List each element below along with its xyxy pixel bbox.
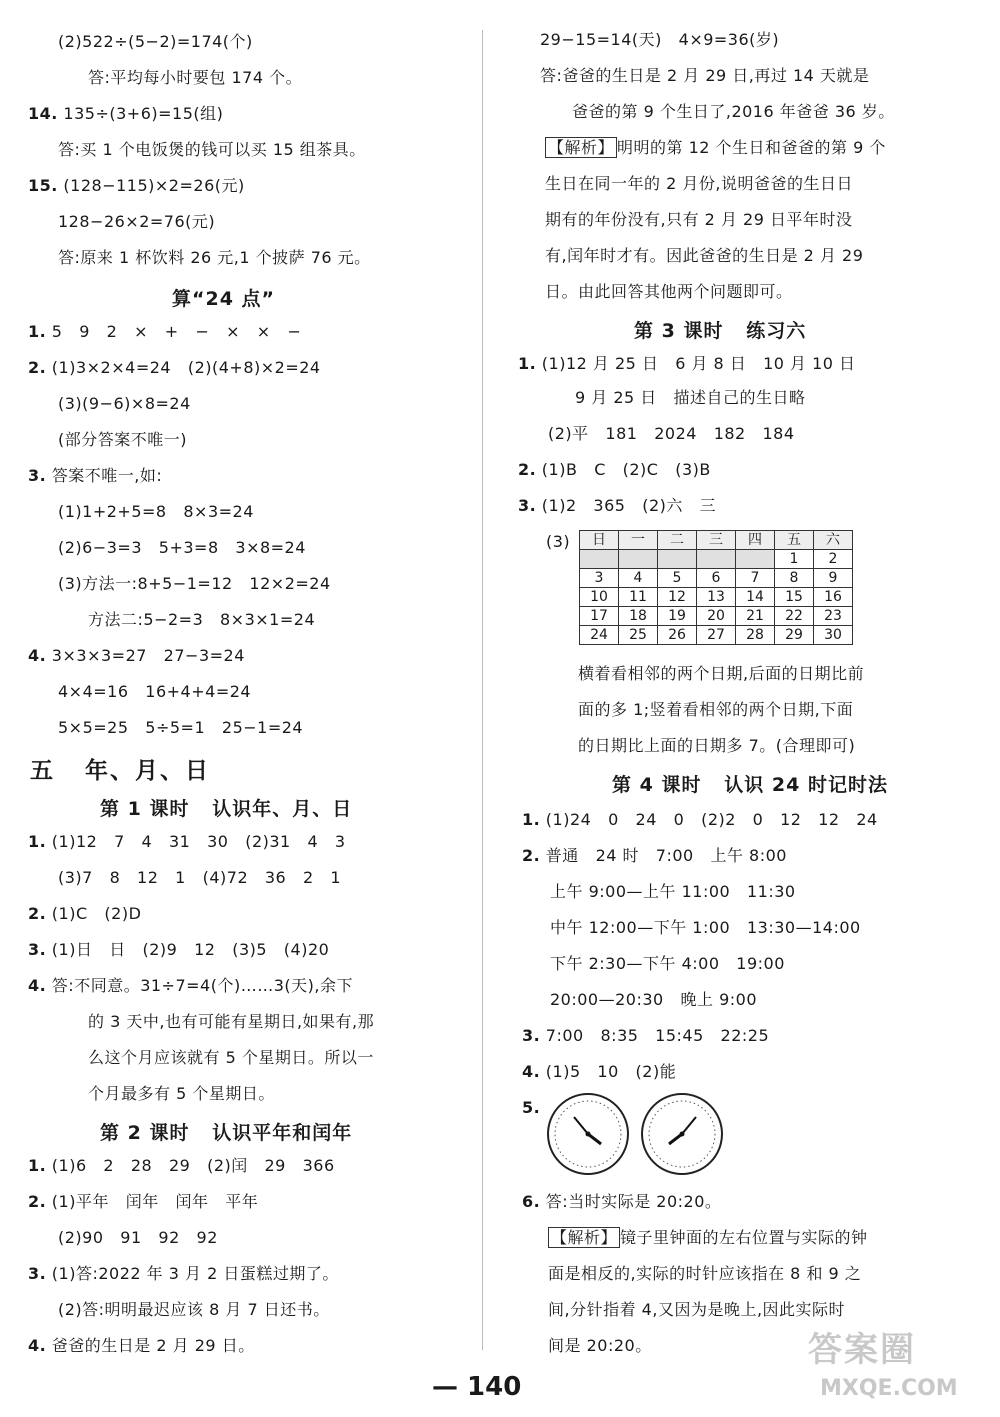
left-line: 方法二:5−2=3 8×3×1=24 bbox=[88, 610, 316, 629]
right-line: 间,分针指着 4,又因为是晚上,因此实际时 bbox=[548, 1300, 846, 1319]
calendar-cell: 29 bbox=[775, 626, 814, 645]
left-line: 的 3 天中,也有可能有星期日,如果有,那 bbox=[88, 1012, 375, 1031]
question-item bbox=[522, 1098, 540, 1118]
right-line: 的日期比上面的日期多 7。(合理即可) bbox=[578, 736, 856, 755]
question-number: 6. bbox=[522, 1192, 541, 1211]
left-line: (2)90 91 92 92 bbox=[58, 1228, 218, 1247]
left-line: 5×5=25 5÷5=1 25−1=24 bbox=[58, 718, 304, 737]
clock-answers bbox=[546, 1092, 726, 1178]
answer-text: (1)平年 闰年 闰年 平年 bbox=[46, 1192, 259, 1211]
clock-face-1 bbox=[548, 1094, 628, 1174]
calendar-cell bbox=[658, 550, 697, 569]
calendar-cell: 24 bbox=[580, 626, 619, 645]
calendar-cell: 14 bbox=[736, 588, 775, 607]
calendar-cell: 11 bbox=[619, 588, 658, 607]
calendar-cell bbox=[580, 550, 619, 569]
question-number: 2. bbox=[522, 846, 541, 865]
question-number: 1. bbox=[28, 322, 47, 341]
calendar-header-cell: 六 bbox=[814, 531, 853, 550]
calendar-cell: 3 bbox=[580, 569, 619, 588]
question-number: 5. bbox=[522, 1098, 541, 1117]
question-item bbox=[522, 846, 787, 866]
calendar-header-row bbox=[580, 531, 853, 550]
calendar-row bbox=[580, 626, 853, 645]
question-item bbox=[28, 1156, 335, 1176]
question-item bbox=[518, 354, 856, 374]
question-number: 3. bbox=[28, 940, 47, 959]
page-number: — 140 bbox=[432, 1372, 522, 1402]
answer-text: (1)C (2)D bbox=[46, 904, 142, 923]
analysis-text: 镜子里钟面的左右位置与实际的钟 bbox=[620, 1228, 868, 1247]
question-item bbox=[28, 322, 301, 342]
question-number: 1. bbox=[28, 832, 47, 851]
calendar-header-cell: 日 bbox=[580, 531, 619, 550]
chapter-title: 五 年、月、日 bbox=[30, 758, 211, 784]
analysis-line bbox=[545, 138, 886, 158]
question-item bbox=[518, 460, 711, 480]
calendar-cell: 13 bbox=[697, 588, 736, 607]
calendar-header-cell: 四 bbox=[736, 531, 775, 550]
right-line: 9 月 25 日 描述自己的生日略 bbox=[575, 388, 806, 407]
calendar-cell: 2 bbox=[814, 550, 853, 569]
left-line: (1)1+2+5=8 8×3=24 bbox=[58, 502, 254, 521]
calendar-row bbox=[580, 607, 853, 626]
calendar-row bbox=[580, 588, 853, 607]
column-divider bbox=[482, 30, 483, 1350]
question-number: 1. bbox=[28, 1156, 47, 1175]
calendar-cell bbox=[736, 550, 775, 569]
calendar-cell bbox=[619, 550, 658, 569]
section-heading: 算“24 点” bbox=[172, 288, 276, 310]
calendar-cell: 19 bbox=[658, 607, 697, 626]
analysis-text: 明明的第 12 个生日和爸爸的第 9 个 bbox=[617, 138, 886, 157]
answer-text: (1)5 10 (2)能 bbox=[540, 1062, 677, 1081]
right-line: 答:爸爸的生日是 2 月 29 日,再过 14 天就是 bbox=[540, 66, 870, 85]
calendar-table bbox=[579, 530, 853, 645]
calendar-cell: 25 bbox=[619, 626, 658, 645]
right-line: 横着看相邻的两个日期,后面的日期比前 bbox=[578, 664, 865, 683]
question-number: 3. bbox=[518, 496, 537, 515]
right-line: 中午 12:00—下午 1:00 13:30—14:00 bbox=[550, 918, 861, 937]
question-number: 15. bbox=[28, 176, 58, 195]
calendar-cell: 1 bbox=[775, 550, 814, 569]
analysis-tag: 【解析】 bbox=[548, 1227, 620, 1248]
question-number: 4. bbox=[522, 1062, 541, 1081]
question-number: 1. bbox=[522, 810, 541, 829]
question-item bbox=[28, 940, 329, 960]
calendar-cell: 30 bbox=[814, 626, 853, 645]
question-item bbox=[518, 496, 716, 516]
question-item bbox=[522, 1062, 676, 1082]
answer-text: (1)12 7 4 31 30 (2)31 4 3 bbox=[46, 832, 346, 851]
question-number: 4. bbox=[28, 1336, 47, 1355]
calendar-row bbox=[580, 550, 853, 569]
answer-text: (1)2 365 (2)六 三 bbox=[536, 496, 717, 515]
question-item bbox=[522, 810, 878, 830]
left-line: 答:原来 1 杯饮料 26 元,1 个披萨 76 元。 bbox=[58, 248, 371, 267]
calendar-cell: 27 bbox=[697, 626, 736, 645]
right-line: 面的多 1;竖着看相邻的两个日期,下面 bbox=[578, 700, 854, 719]
calendar-cell: 10 bbox=[580, 588, 619, 607]
right-line: 有,闰年时才有。因此爸爸的生日是 2 月 29 bbox=[545, 246, 864, 265]
calendar-cell: 21 bbox=[736, 607, 775, 626]
question-item bbox=[28, 104, 223, 124]
answer-text: 7:00 8:35 15:45 22:25 bbox=[540, 1026, 770, 1045]
answer-text: 答:不同意。31÷7=4(个)……3(天),余下 bbox=[46, 976, 353, 995]
answer-text: (1)答:2022 年 3 月 2 日蛋糕过期了。 bbox=[46, 1264, 339, 1283]
answer-text: (1)日 日 (2)9 12 (3)5 (4)20 bbox=[46, 940, 330, 959]
question-number: 14. bbox=[28, 104, 58, 123]
left-line: (部分答案不唯一) bbox=[58, 430, 187, 449]
lesson-heading: 第 1 课时 认识年、月、日 bbox=[100, 798, 353, 820]
calendar-cell: 20 bbox=[697, 607, 736, 626]
answer-text: (1)3×2×4=24 (2)(4+8)×2=24 bbox=[46, 358, 321, 377]
question-number: 3. bbox=[522, 1026, 541, 1045]
right-line: 下午 2:30—下午 4:00 19:00 bbox=[550, 954, 785, 973]
answer-text: 普通 24 时 7:00 上午 8:00 bbox=[540, 846, 787, 865]
question-item bbox=[28, 1336, 255, 1356]
calendar-cell: 6 bbox=[697, 569, 736, 588]
right-line: 生日在同一年的 2 月份,说明爸爸的生日日 bbox=[545, 174, 853, 193]
left-line: (2)答:明明最迟应该 8 月 7 日还书。 bbox=[58, 1300, 330, 1319]
calendar-cell: 26 bbox=[658, 626, 697, 645]
lesson-heading: 第 4 课时 认识 24 时记时法 bbox=[612, 774, 888, 796]
lesson-heading: 第 3 课时 练习六 bbox=[634, 320, 807, 342]
calendar-cell: 9 bbox=[814, 569, 853, 588]
question-item bbox=[28, 832, 346, 852]
calendar-cell: 22 bbox=[775, 607, 814, 626]
calendar-cell bbox=[697, 550, 736, 569]
left-line: 128−26×2=76(元) bbox=[58, 212, 216, 231]
right-line: 上午 9:00—上午 11:00 11:30 bbox=[550, 882, 796, 901]
analysis-tag: 【解析】 bbox=[545, 137, 617, 158]
calendar-cell: 5 bbox=[658, 569, 697, 588]
question-item bbox=[28, 976, 353, 996]
calendar-cell: 16 bbox=[814, 588, 853, 607]
calendar-cell: 28 bbox=[736, 626, 775, 645]
question-number: 2. bbox=[518, 460, 537, 479]
answer-text: 答案不唯一,如: bbox=[46, 466, 163, 485]
answer-text: 3×3×3=27 27−3=24 bbox=[46, 646, 245, 665]
left-line: (3)方法一:8+5−1=12 12×2=24 bbox=[58, 574, 331, 593]
answer-text: (128−115)×2=26(元) bbox=[57, 176, 245, 195]
answer-text: 爸爸的生日是 2 月 29 日。 bbox=[46, 1336, 255, 1355]
watermark-url: MXQE.COM bbox=[820, 1376, 958, 1401]
answer-text: 答:当时实际是 20:20。 bbox=[540, 1192, 722, 1211]
left-line: (2)6−3=3 5+3=8 3×8=24 bbox=[58, 538, 306, 557]
question-number: 1. bbox=[518, 354, 537, 373]
left-line: 个月最多有 5 个星期日。 bbox=[88, 1084, 275, 1103]
answer-text: (1)B C (2)C (3)B bbox=[536, 460, 711, 479]
question-number: 2. bbox=[28, 358, 47, 377]
right-line: 20:00—20:30 晚上 9:00 bbox=[550, 990, 757, 1009]
question-number: 3. bbox=[28, 466, 47, 485]
right-line: 期有的年份没有,只有 2 月 29 日平年时没 bbox=[545, 210, 853, 229]
calendar-cell: 23 bbox=[814, 607, 853, 626]
calendar-cell: 7 bbox=[736, 569, 775, 588]
answer-text: (1)6 2 28 29 (2)闰 29 366 bbox=[46, 1156, 335, 1175]
left-line: (2)522÷(5−2)=174(个) bbox=[58, 32, 253, 51]
left-line: (3)(9−6)×8=24 bbox=[58, 394, 191, 413]
left-line: 4×4=16 16+4+4=24 bbox=[58, 682, 252, 701]
question-number: 4. bbox=[28, 976, 47, 995]
right-line: 日。由此回答其他两个问题即可。 bbox=[545, 282, 793, 301]
answer-text: (1)24 0 24 0 (2)2 0 12 12 24 bbox=[540, 810, 878, 829]
analysis-line bbox=[548, 1228, 868, 1248]
calendar-cell: 17 bbox=[580, 607, 619, 626]
question-item bbox=[28, 466, 162, 486]
question-item bbox=[28, 358, 321, 378]
clock-face-2 bbox=[642, 1094, 722, 1174]
calendar-cell: 15 bbox=[775, 588, 814, 607]
calendar-header-cell: 一 bbox=[619, 531, 658, 550]
right-line: 面是相反的,实际的时针应该指在 8 和 9 之 bbox=[548, 1264, 862, 1283]
answer-text: (1)12 月 25 日 6 月 8 日 10 月 10 日 bbox=[536, 354, 856, 373]
answer-text: 135÷(3+6)=15(组) bbox=[57, 104, 224, 123]
answer-text: 5 9 2 × + − × × − bbox=[46, 322, 302, 341]
calendar-cell: 8 bbox=[775, 569, 814, 588]
calendar-cell: 18 bbox=[619, 607, 658, 626]
question-item bbox=[522, 1026, 769, 1046]
lesson-heading: 第 2 课时 认识平年和闰年 bbox=[100, 1122, 353, 1144]
question-number: 3. bbox=[28, 1264, 47, 1283]
calendar-row bbox=[580, 569, 853, 588]
left-line: 答:买 1 个电饭煲的钱可以买 15 组茶具。 bbox=[58, 140, 366, 159]
calendar-header-cell: 五 bbox=[775, 531, 814, 550]
watermark-logo: 答案圈 bbox=[808, 1330, 916, 1370]
question-item bbox=[28, 176, 245, 196]
question-item bbox=[28, 904, 141, 924]
question-number: 2. bbox=[28, 904, 47, 923]
calendar-header-cell: 三 bbox=[697, 531, 736, 550]
right-line: 爸爸的第 9 个生日了,2016 年爸爸 36 岁。 bbox=[572, 102, 895, 121]
question-item bbox=[28, 1192, 258, 1212]
calendar-cell: 4 bbox=[619, 569, 658, 588]
right-line: 29−15=14(天) 4×9=36(岁) bbox=[540, 30, 780, 49]
calendar-cell: 12 bbox=[658, 588, 697, 607]
question-item bbox=[522, 1192, 721, 1212]
question-item bbox=[28, 646, 245, 666]
question-item bbox=[28, 1264, 339, 1284]
left-line: 答:平均每小时要包 174 个。 bbox=[88, 68, 303, 87]
left-line: 么这个月应该就有 5 个星期日。所以一 bbox=[88, 1048, 374, 1067]
left-line: (3)7 8 12 1 (4)72 36 2 1 bbox=[58, 868, 342, 887]
calendar-header-cell: 二 bbox=[658, 531, 697, 550]
question-number: 2. bbox=[28, 1192, 47, 1211]
right-line: (2)平 181 2024 182 184 bbox=[548, 424, 795, 443]
right-line: (3) bbox=[546, 532, 571, 551]
right-line: 间是 20:20。 bbox=[548, 1336, 652, 1355]
question-number: 4. bbox=[28, 646, 47, 665]
